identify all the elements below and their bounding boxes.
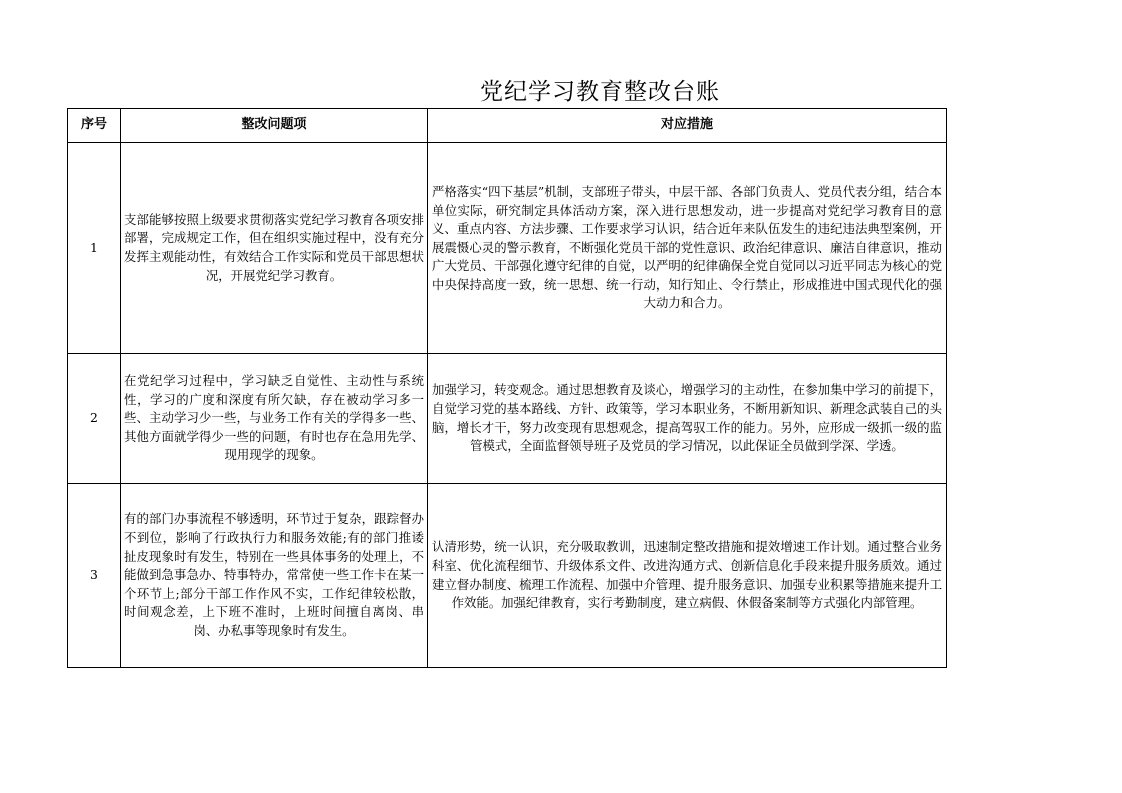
measure-cell [428,143,947,354]
row-number: 1 [68,143,121,354]
header-measure: 对应措施 [428,109,947,143]
header-issue: 整改问题项 [121,109,428,143]
table-header-row [68,109,947,143]
issue-text: 支部能够按照上级要求贯彻落实党纪学习教育各项安排部署，完成规定工作，但在组织实施过程中，没有充分发挥主观能动性，有效结合工作实际和党员干部思想状况，开展党纪学习教育。 [124,211,424,283]
row-number: 2 [68,354,121,484]
issue-text: 有的部门办事流程不够透明，环节过于复杂，跟踪督办不到位，影响了行政执行力和服务效能;有的部门推诿扯皮现象时有发生，特别在一些具体事务的处理上，不能做到急事急办、特事特办，常常使一些工作卡在某一个环节上;部分干部工作作风不实，工作纪律较松散，时间观念差，上下班不准时，上班时间擅自离岗、串岗、办私事等现象时有发生。 [124,511,424,638]
measure-text: 加强学习，转变观念。通过思想教育及谈心，增强学习的主动性，在参加集中学习的前提下，自觉学习党的基本路线、方针、政策等，学习本职业务，不断用新知识、新理念武装自己的头脑，增长才干，努力改变现有思想观念，提高驾驭工作的能力。另外，应形成一级抓一级的监管模式，全面监督领导班子及党员的学习情况，以此保证全员做到学深、学透。 [432,382,942,454]
page-title: 党纪学习教育整改台账 [480,79,720,105]
measure-cell [428,354,947,484]
row-number: 3 [68,484,121,668]
table-row [68,484,947,668]
issue-cell [121,143,428,354]
measure-text: 认清形势，统一认识，充分吸取教训，迅速制定整改措施和提效增速工作计划。通过整合业务科室、优化流程细节、升级体系文件、改进沟通方式、创新信息化手段来提升服务质效。通过建立督办制度、梳理工作流程、加强中介管理、提升服务意识、加强专业积累等措施来提升工作效能。加强纪律教育，实行考勤制度，建立病假、休假备案制等方式强化内部管理。 [432,539,942,611]
table-row [68,143,947,354]
issue-text: 在党纪学习过程中，学习缺乏自觉性、主动性与系统性，学习的广度和深度有所欠缺，存在被动学习多一些、主动学习少一些，与业务工作有关的学得多一些、其他方面就学得少一些的问题，有时也存在急用先学、现用现学的现象。 [124,373,424,463]
issue-cell [121,354,428,484]
measure-cell [428,484,947,668]
header-number: 序号 [68,109,121,143]
issue-cell [121,484,428,668]
table-row [68,354,947,484]
rectification-ledger-table [67,108,947,668]
measure-text: 严格落实“四下基层”机制，支部班子带头，中层干部、各部门负责人、党员代表分组，结合本单位实际，研究制定具体活动方案，深入进行思想发动，进一步提高对党纪学习教育目的意义、重点内容、方法步骤、工作要求学习认识，结合近年来队伍发生的违纪违法典型案例，开展震慑心灵的警示教育，不断强化党员干部的党性意识、政治纪律意识、廉洁自律意识，推动广大党员、干部强化遵守纪律的自觉，以严明的纪律确保全党自觉同以习近平同志为核心的党中央保持高度一致，统一思想、统一行动，知行知止、令行禁止，形成推进中国式现代化的强大动力和合力。 [432,183,942,311]
